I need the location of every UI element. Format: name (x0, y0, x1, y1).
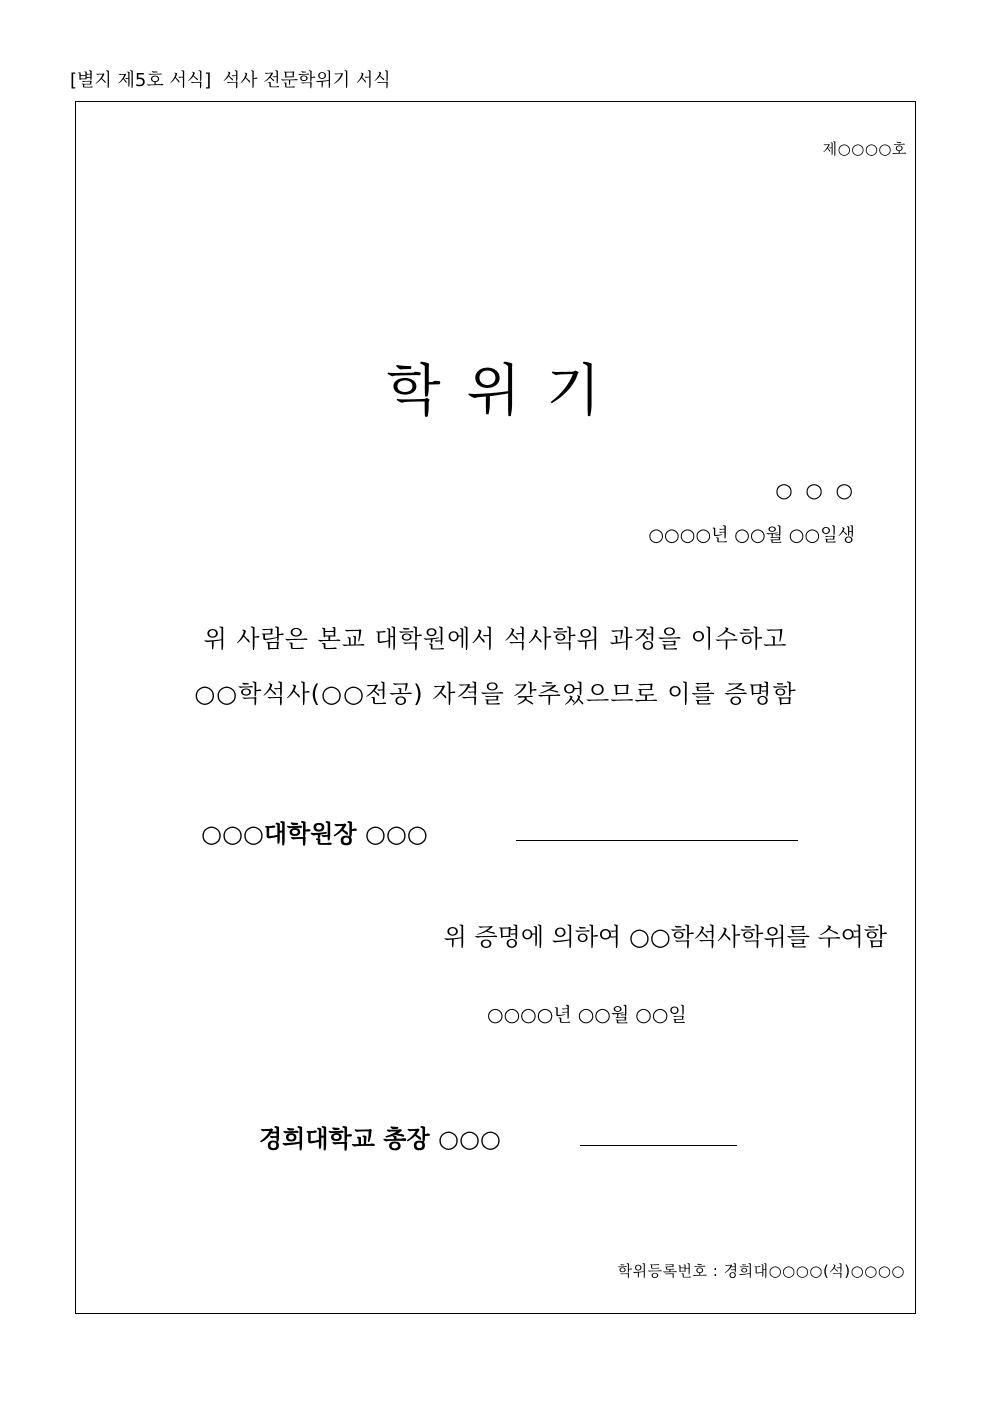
certificate-frame (75, 101, 916, 1314)
certificate-title: 학 위 기 (386, 359, 605, 424)
recipient-name: ○ ○ ○ (775, 478, 853, 502)
award-statement: 위 증명에 의하여 ○○학석사학위를 수여함 (443, 923, 887, 951)
certificate-number: 제○○○○호 (822, 140, 907, 158)
certificate-body-line-1: 위 사람은 본교 대학원에서 석사학위 과정을 이수하고 (203, 625, 788, 653)
president-signature-line (580, 1145, 737, 1146)
certificate-body-line-2: ○○학석사(○○전공) 자격을 갖추었으므로 이를 증명함 (194, 680, 797, 708)
form-label: [별지 제5호 서식] 석사 전문학위기 서식 (70, 70, 391, 91)
dean-signature: ○○○대학원장 ○○○ (201, 820, 428, 848)
dean-signature-line (516, 840, 798, 841)
degree-registration-number: 학위등록번호 : 경희대○○○○(석)○○○○ (617, 1262, 905, 1280)
award-date: ○○○○년 ○○월 ○○일 (487, 1004, 687, 1026)
president-signature: 경희대학교 총장 ○○○ (259, 1125, 501, 1153)
birth-date: ○○○○년 ○○월 ○○일생 (648, 525, 855, 546)
